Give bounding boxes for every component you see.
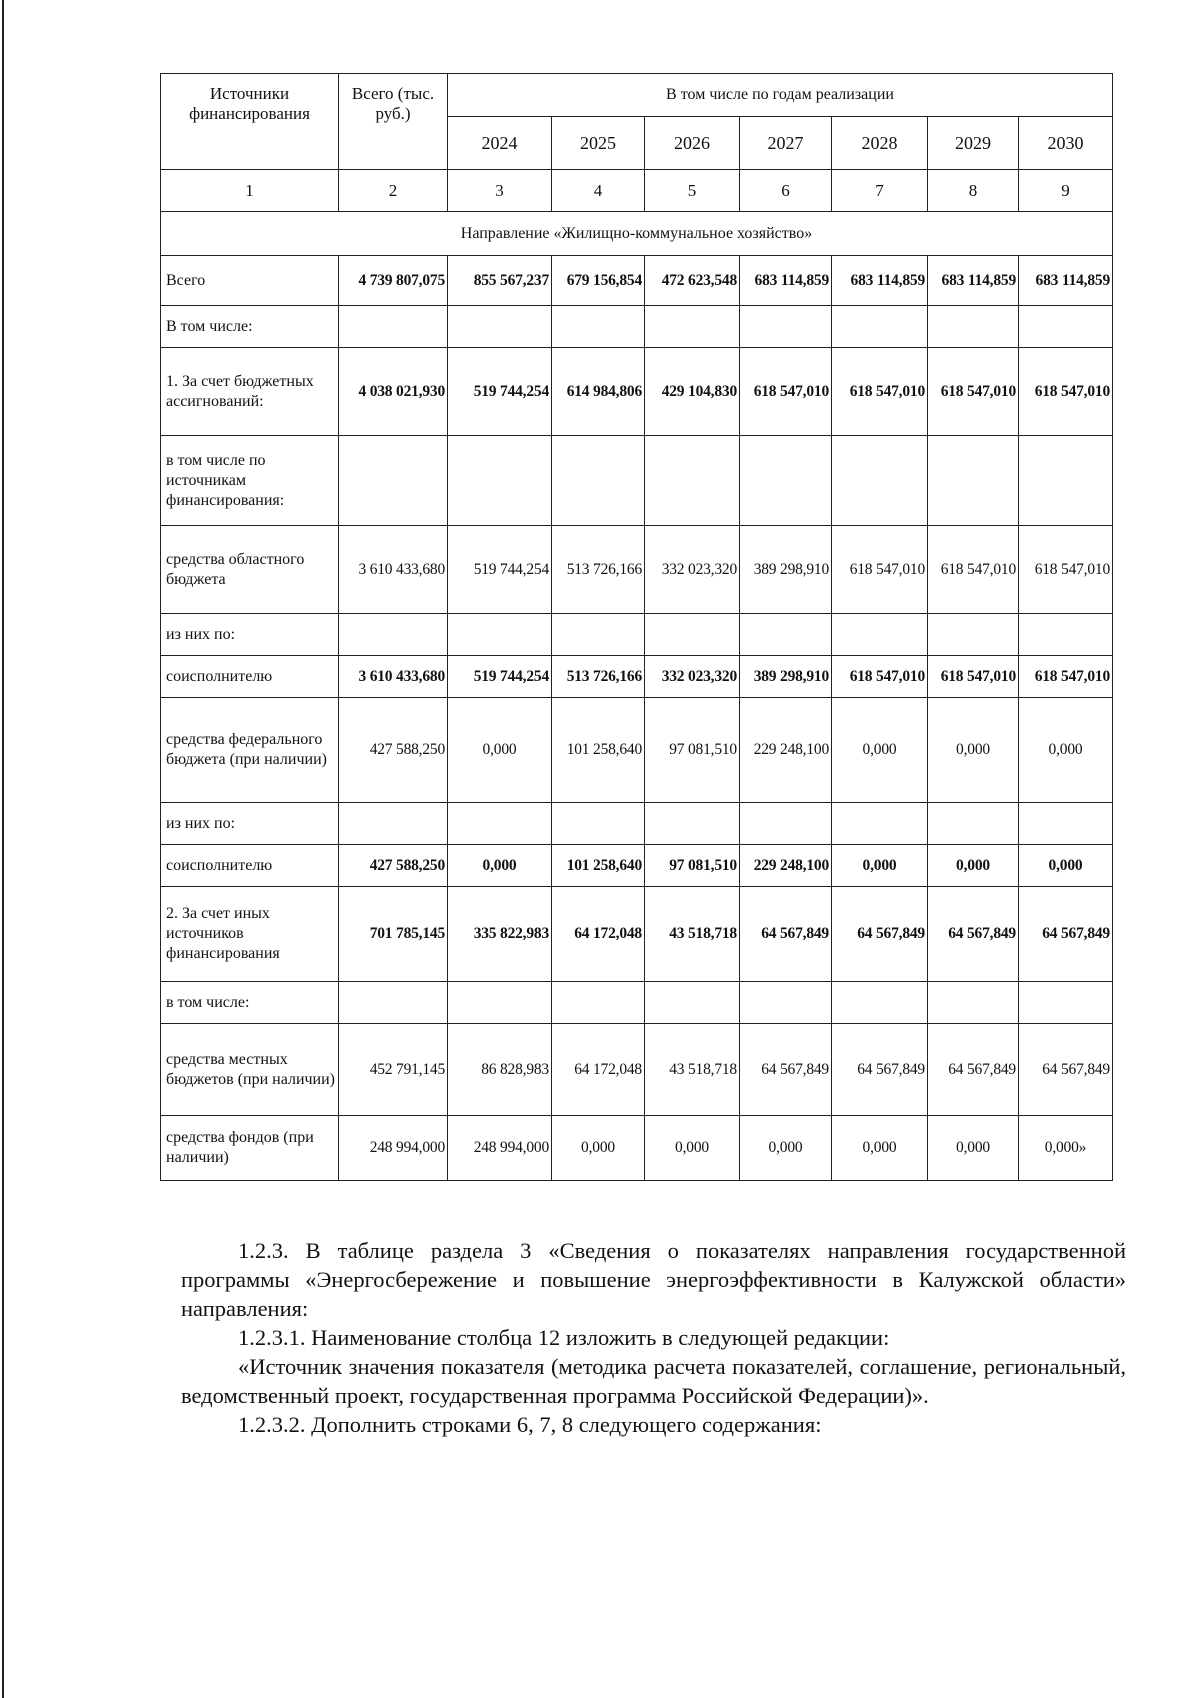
table-cell: 618 547,010 [1019,526,1113,614]
table-cell: 0,000 [448,845,552,887]
table-cell [645,306,740,348]
column-number: 9 [1019,170,1113,212]
table-row [161,698,1113,803]
table-cell [928,436,1019,526]
table-cell: 64 172,048 [552,887,645,982]
table-cell: 519 744,254 [448,526,552,614]
table-cell: 0,000 [552,1116,645,1181]
table-cell [1019,982,1113,1024]
table-cell [740,803,832,845]
table-cell [448,306,552,348]
table-cell: 618 547,010 [1019,656,1113,698]
table-cell: 0,000 [448,698,552,803]
header-year: 2030 [1019,117,1113,170]
amendment-text [181,1236,1126,1439]
table-row [161,436,1113,526]
table-cell [928,803,1019,845]
row-label: средства областного бюджета [161,526,339,614]
row-label: 2. За счет иных источников финансирования [161,887,339,982]
table-cell: 64 567,849 [928,1024,1019,1116]
table-cell: 64 567,849 [1019,1024,1113,1116]
table-cell: 679 156,854 [552,256,645,306]
table-cell: 3 610 433,680 [339,526,448,614]
table-cell: 64 567,849 [740,1024,832,1116]
table-cell [339,436,448,526]
table-cell: 0,000 [1019,698,1113,803]
table-cell [740,306,832,348]
section-title: Направление «Жилищно-коммунальное хозяйство» [161,212,1113,256]
table-cell [832,803,928,845]
table-cell: 64 172,048 [552,1024,645,1116]
table-cell: 427 588,250 [339,845,448,887]
table-row [161,614,1113,656]
table-cell: 618 547,010 [1019,348,1113,436]
table-cell [740,614,832,656]
table-cell: 452 791,145 [339,1024,448,1116]
paragraph: 1.2.3. В таблице раздела 3 «Сведения о показателях направления государственной программы «Энергосбережение и повышение энергоэффективности в Калужской области» направления: [181,1238,1126,1321]
table-cell [1019,306,1113,348]
table-row [161,306,1113,348]
header-year: 2024 [448,117,552,170]
table-cell [552,614,645,656]
row-label: средства федерального бюджета (при наличии) [161,698,339,803]
table-cell: 332 023,320 [645,656,740,698]
table-cell [1019,436,1113,526]
table-cell [740,436,832,526]
paragraph: 1.2.3.2. Дополнить строками 6, 7, 8 следующего содержания: [238,1412,822,1437]
paragraph: «Источник значения показателя (методика расчета показателей, соглашение, региональный, ведомственный проект, государственная программа Российской Федерации)». [181,1354,1126,1408]
table-cell [645,982,740,1024]
table-row [161,1116,1113,1181]
table-cell: 472 623,548 [645,256,740,306]
table-cell [552,306,645,348]
table-cell: 389 298,910 [740,526,832,614]
table-cell: 0,000 [1019,845,1113,887]
table-cell: 0,000 [645,1116,740,1181]
table-row [161,348,1113,436]
row-label: соисполнителю [161,845,339,887]
header-year: 2029 [928,117,1019,170]
header-by-years: В том числе по годам реализации [448,74,1113,117]
row-label: в том числе: [161,982,339,1024]
table-cell: 855 567,237 [448,256,552,306]
table-cell: 618 547,010 [832,656,928,698]
table-cell [1019,803,1113,845]
table-cell: 101 258,640 [552,698,645,803]
financing-table [160,73,1113,1181]
table-row [161,982,1113,1024]
table-cell: 683 114,859 [832,256,928,306]
table-cell: 248 994,000 [448,1116,552,1181]
table-cell [832,982,928,1024]
row-label: в том числе по источникам финансирования: [161,436,339,526]
table-cell: 683 114,859 [928,256,1019,306]
table-cell [928,614,1019,656]
table-cell [832,306,928,348]
table-cell: 701 785,145 [339,887,448,982]
table-cell: 0,000 [832,845,928,887]
column-number: 2 [339,170,448,212]
table-cell [552,436,645,526]
column-number: 7 [832,170,928,212]
header-total: Всего (тыс. руб.) [339,74,448,170]
header-year: 2028 [832,117,928,170]
table-cell: 683 114,859 [740,256,832,306]
table-row [161,256,1113,306]
table-cell: 513 726,166 [552,656,645,698]
column-number: 6 [740,170,832,212]
table-cell [832,436,928,526]
table-cell [928,982,1019,1024]
table-cell: 618 547,010 [928,526,1019,614]
table-cell [740,982,832,1024]
column-number: 3 [448,170,552,212]
table-cell: 64 567,849 [832,1024,928,1116]
table-cell: 97 081,510 [645,698,740,803]
column-number: 4 [552,170,645,212]
page-margin-line [2,0,4,1698]
table-cell [552,803,645,845]
table-cell: 0,000» [1019,1116,1113,1181]
table-cell: 97 081,510 [645,845,740,887]
table-cell [448,982,552,1024]
table-cell: 513 726,166 [552,526,645,614]
table-cell: 0,000 [832,1116,928,1181]
table-cell: 229 248,100 [740,698,832,803]
column-number: 5 [645,170,740,212]
table-cell: 0,000 [928,845,1019,887]
table-cell: 64 567,849 [832,887,928,982]
table-cell: 618 547,010 [740,348,832,436]
row-label: средства местных бюджетов (при наличии) [161,1024,339,1116]
table-cell: 519 744,254 [448,348,552,436]
table-cell: 4 739 807,075 [339,256,448,306]
table-cell: 618 547,010 [832,526,928,614]
table-cell: 101 258,640 [552,845,645,887]
table-cell [448,614,552,656]
table-cell: 64 567,849 [740,887,832,982]
table-cell: 4 038 021,930 [339,348,448,436]
row-label: средства фондов (при наличии) [161,1116,339,1181]
column-number: 8 [928,170,1019,212]
table-cell [339,803,448,845]
table-row [161,656,1113,698]
table-cell: 0,000 [928,1116,1019,1181]
header-year: 2026 [645,117,740,170]
table-cell [928,306,1019,348]
row-label: В том числе: [161,306,339,348]
table-cell: 389 298,910 [740,656,832,698]
table-cell: 618 547,010 [832,348,928,436]
table-cell: 519 744,254 [448,656,552,698]
table-cell: 43 518,718 [645,887,740,982]
table-cell: 429 104,830 [645,348,740,436]
table-cell [552,982,645,1024]
table-cell [1019,614,1113,656]
table-row [161,1024,1113,1116]
table-cell [645,614,740,656]
table-cell: 0,000 [928,698,1019,803]
row-label: Всего [161,256,339,306]
table-cell: 64 567,849 [928,887,1019,982]
table-cell: 0,000 [740,1116,832,1181]
table-cell [832,614,928,656]
table-cell [339,306,448,348]
row-label: соисполнителю [161,656,339,698]
paragraph: 1.2.3.1. Наименование столбца 12 изложить в следующей редакции: [238,1325,890,1350]
table-cell: 427 588,250 [339,698,448,803]
table-cell: 335 822,983 [448,887,552,982]
row-label: из них по: [161,803,339,845]
table-cell: 683 114,859 [1019,256,1113,306]
table-cell: 64 567,849 [1019,887,1113,982]
row-label: из них по: [161,614,339,656]
table-cell: 618 547,010 [928,348,1019,436]
table-cell: 229 248,100 [740,845,832,887]
table-cell: 614 984,806 [552,348,645,436]
table-cell: 3 610 433,680 [339,656,448,698]
table-cell: 332 023,320 [645,526,740,614]
table-cell [339,614,448,656]
table-row [161,887,1113,982]
table-cell [448,803,552,845]
header-year: 2025 [552,117,645,170]
table-cell [448,436,552,526]
table-row [161,845,1113,887]
table-row [161,803,1113,845]
table-cell [645,436,740,526]
row-label: 1. За счет бюджетных ассигнований: [161,348,339,436]
header-year: 2027 [740,117,832,170]
table-cell [339,982,448,1024]
table-cell: 0,000 [832,698,928,803]
table-cell [645,803,740,845]
table-row [161,526,1113,614]
column-number: 1 [161,170,339,212]
table-cell: 86 828,983 [448,1024,552,1116]
table-cell: 618 547,010 [928,656,1019,698]
table-cell: 43 518,718 [645,1024,740,1116]
table-cell: 248 994,000 [339,1116,448,1181]
header-sources: Источники финансирования [161,74,339,170]
